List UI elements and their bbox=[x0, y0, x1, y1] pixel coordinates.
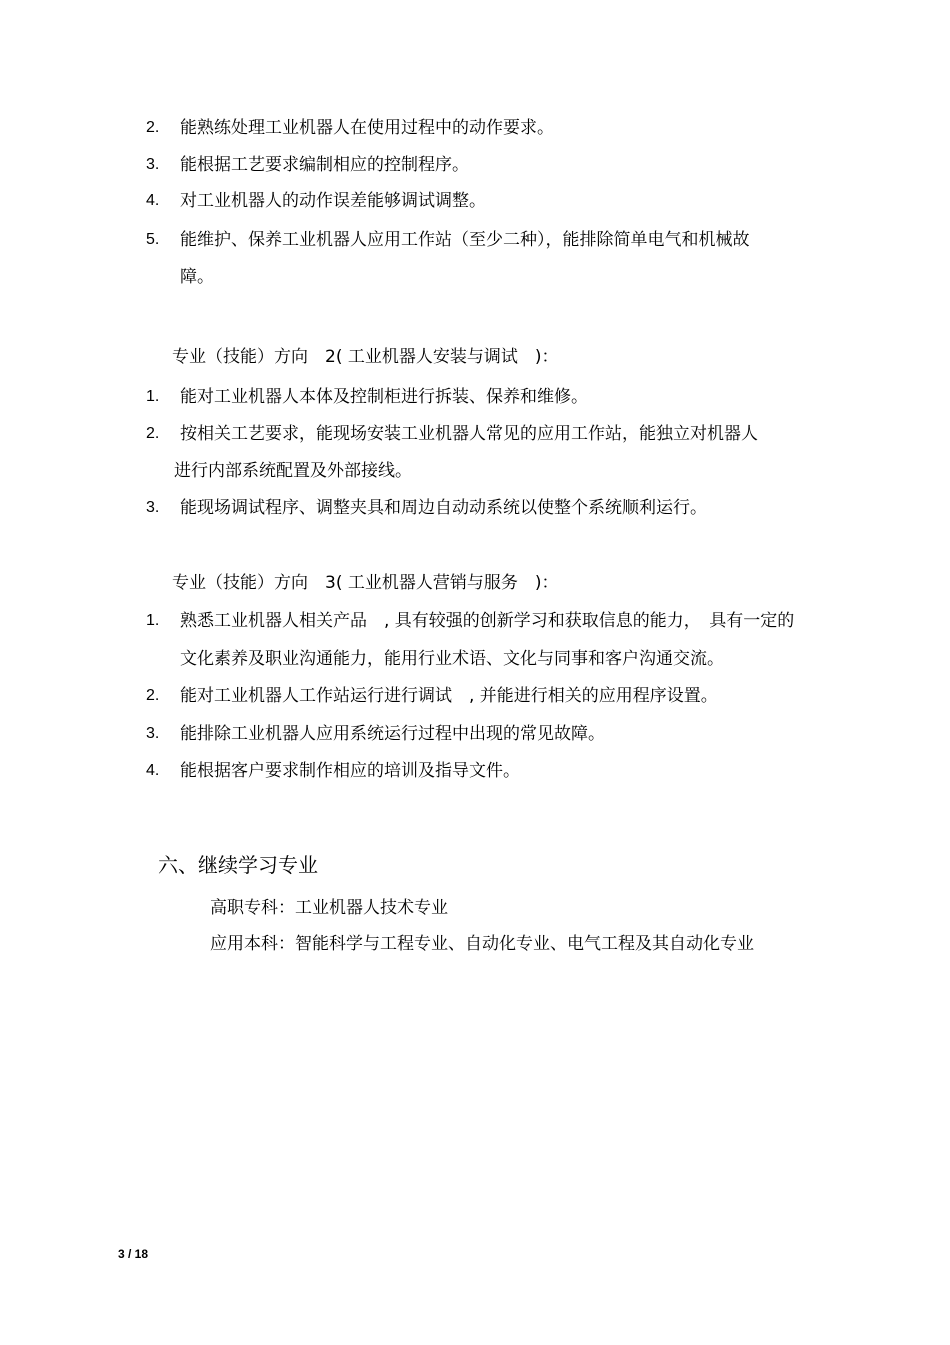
list-item-continuation: 文化素养及职业沟通能力，能用行业术语、文化与同事和客户沟通交流。 bbox=[180, 649, 724, 669]
list-item: 能熟练处理工业机器人在使用过程中的动作要求。 bbox=[180, 118, 554, 138]
list-number: 2. bbox=[146, 687, 160, 704]
section-subtitle: 专业（技能）方向 3( 工业机器人营销与服务 )： bbox=[172, 573, 559, 593]
list-item: 按相关工艺要求，能现场安装工业机器人常见的应用工作站，能独立对机器人 bbox=[180, 424, 758, 444]
list-item: 能现场调试程序、调整夹具和周边自动动系统以使整个系统顺利运行。 bbox=[180, 498, 707, 518]
list-number: 5. bbox=[146, 231, 160, 248]
list-item-continuation: 进行内部系统配置及外部接线。 bbox=[174, 461, 412, 481]
list-number: 1. bbox=[146, 612, 160, 629]
list-number: 2. bbox=[146, 425, 160, 442]
list-number: 3. bbox=[146, 156, 160, 173]
list-number: 2. bbox=[146, 119, 160, 136]
section-subtitle: 专业（技能）方向 2( 工业机器人安装与调试 )： bbox=[172, 347, 559, 367]
list-number: 4. bbox=[146, 762, 160, 779]
list-item: 能对工业机器人工作站运行进行调试 , 并能进行相关的应用程序设置。 bbox=[180, 686, 718, 706]
section-line: 应用本科：智能科学与工程专业、自动化专业、电气工程及其自动化专业 bbox=[210, 934, 754, 954]
list-number: 3. bbox=[146, 499, 160, 516]
list-item: 能维护、保养工业机器人应用工作站（至少二种），能排除简单电气和机械故 bbox=[180, 230, 750, 250]
list-item: 熟悉工业机器人相关产品 , 具有较强的创新学习和获取信息的能力， 具有一定的 bbox=[180, 611, 795, 631]
list-item: 能根据客户要求制作相应的培训及指导文件。 bbox=[180, 761, 520, 781]
list-item: 能对工业机器人本体及控制柜进行拆装、保养和维修。 bbox=[180, 387, 588, 407]
list-item-continuation: 障。 bbox=[180, 267, 214, 287]
list-number: 4. bbox=[146, 192, 160, 209]
list-item: 对工业机器人的动作误差能够调试调整。 bbox=[180, 191, 486, 211]
page-number: 3 / 18 bbox=[118, 1247, 149, 1261]
list-number: 1. bbox=[146, 388, 160, 405]
section-heading: 六、继续学习专业 bbox=[158, 853, 318, 877]
section-line: 高职专科：工业机器人技术专业 bbox=[210, 898, 448, 918]
list-number: 3. bbox=[146, 725, 160, 742]
list-item: 能根据工艺要求编制相应的控制程序。 bbox=[180, 155, 469, 175]
list-item: 能排除工业机器人应用系统运行过程中出现的常见故障。 bbox=[180, 724, 605, 744]
